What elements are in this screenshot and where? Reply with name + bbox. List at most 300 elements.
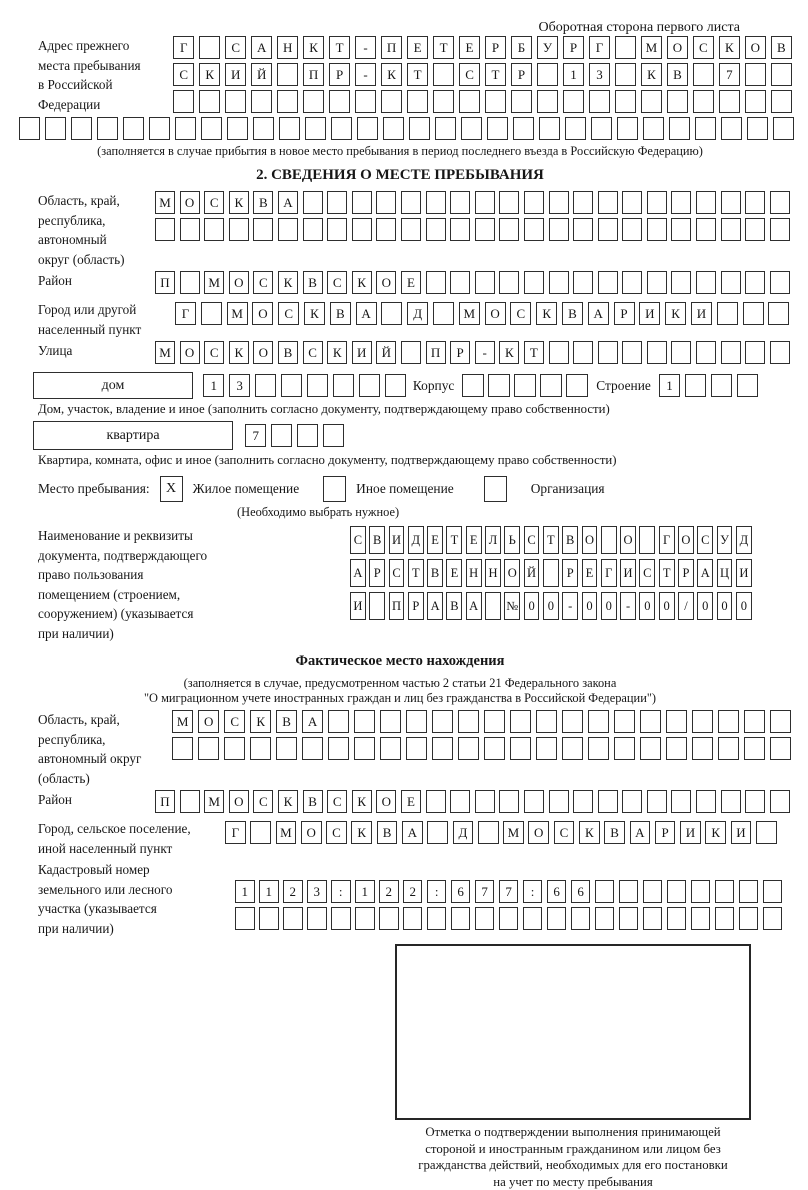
char-box[interactable]: О [582,526,598,554]
char-box[interactable]: В [303,790,323,813]
char-box[interactable] [693,63,714,86]
char-box[interactable] [536,737,557,760]
char-box[interactable] [771,63,792,86]
char-box[interactable]: М [641,36,662,59]
char-box[interactable]: Р [369,559,385,587]
char-box[interactable]: М [227,302,248,325]
char-box[interactable] [277,63,298,86]
char-box[interactable]: Т [485,63,506,86]
char-box[interactable]: Й [251,63,272,86]
char-box[interactable]: И [639,302,660,325]
char-box[interactable]: К [303,36,324,59]
char-box[interactable] [485,90,506,113]
char-box[interactable] [696,271,716,294]
char-box[interactable] [566,374,587,397]
char-box[interactable] [524,191,544,214]
char-box[interactable]: О [376,790,396,813]
char-box[interactable] [352,191,372,214]
char-box[interactable]: 3 [589,63,610,86]
char-box[interactable]: В [446,592,462,620]
char-box[interactable]: 0 [697,592,713,620]
char-box[interactable]: М [459,302,480,325]
char-box[interactable] [510,710,531,733]
char-box[interactable] [614,710,635,733]
char-box[interactable] [715,880,735,903]
char-box[interactable] [743,302,764,325]
char-box[interactable]: О [301,821,322,844]
char-box[interactable]: 6 [547,880,567,903]
char-box[interactable] [478,821,499,844]
char-box[interactable] [667,880,687,903]
char-box[interactable] [639,526,655,554]
char-box[interactable]: О [667,36,688,59]
char-box[interactable] [250,821,271,844]
char-box[interactable]: А [251,36,272,59]
char-box[interactable] [619,907,639,930]
char-box[interactable]: К [536,302,557,325]
char-box[interactable] [562,737,583,760]
char-box[interactable]: П [381,36,402,59]
char-box[interactable] [352,218,372,241]
char-box[interactable] [739,907,759,930]
char-box[interactable]: О [198,710,219,733]
char-box[interactable] [229,218,249,241]
char-box[interactable]: С [389,559,405,587]
char-box[interactable] [745,63,766,86]
char-box[interactable] [696,191,716,214]
char-box[interactable]: С [326,821,347,844]
char-box[interactable] [643,880,663,903]
char-box[interactable] [475,790,495,813]
char-box[interactable] [562,710,583,733]
char-box[interactable]: В [303,271,323,294]
char-box[interactable] [667,907,687,930]
char-box[interactable] [381,302,402,325]
char-box[interactable] [383,117,404,140]
char-box[interactable]: К [229,191,249,214]
char-box[interactable] [671,271,691,294]
char-box[interactable]: Е [407,36,428,59]
char-box[interactable] [643,117,664,140]
char-box[interactable] [432,737,453,760]
char-box[interactable] [622,341,642,364]
char-box[interactable] [488,374,509,397]
char-box[interactable] [329,90,350,113]
char-box[interactable] [401,341,421,364]
char-box[interactable] [514,374,535,397]
char-box[interactable] [303,90,324,113]
char-box[interactable]: К [499,341,519,364]
char-box[interactable] [598,191,618,214]
char-box[interactable] [475,191,495,214]
char-box[interactable]: В [276,710,297,733]
char-box[interactable]: К [352,790,372,813]
char-box[interactable]: В [369,526,385,554]
char-box[interactable]: 1 [259,880,279,903]
char-box[interactable] [756,821,777,844]
char-box[interactable]: 0 [543,592,559,620]
char-box[interactable]: О [229,271,249,294]
char-box[interactable] [770,790,790,813]
char-box[interactable]: Е [427,526,443,554]
char-box[interactable]: А [630,821,651,844]
char-box[interactable] [235,907,255,930]
char-box[interactable] [354,710,375,733]
char-box[interactable]: С [204,191,224,214]
char-box[interactable] [696,218,716,241]
char-box[interactable]: Д [408,526,424,554]
char-box[interactable] [745,191,765,214]
char-box[interactable] [721,117,742,140]
char-box[interactable]: О [485,302,506,325]
char-box[interactable]: П [155,271,175,294]
char-box[interactable] [499,790,519,813]
char-box[interactable] [745,271,765,294]
char-box[interactable] [451,907,471,930]
char-box[interactable] [510,737,531,760]
char-box[interactable] [180,218,200,241]
char-box[interactable]: У [537,36,558,59]
char-box[interactable]: И [225,63,246,86]
char-box[interactable]: 1 [355,880,375,903]
char-box[interactable] [487,117,508,140]
char-box[interactable]: Г [173,36,194,59]
char-box[interactable] [328,710,349,733]
char-box[interactable] [227,117,248,140]
char-box[interactable]: С [639,559,655,587]
char-box[interactable] [149,117,170,140]
char-box[interactable] [433,63,454,86]
char-box[interactable]: 3 [229,374,250,397]
char-box[interactable]: К [250,710,271,733]
char-box[interactable]: - [475,341,495,364]
char-box[interactable] [770,271,790,294]
char-box[interactable] [573,271,593,294]
char-box[interactable]: С [253,790,273,813]
char-box[interactable] [763,880,783,903]
char-box[interactable] [406,710,427,733]
char-box[interactable]: П [155,790,175,813]
char-box[interactable] [302,737,323,760]
char-box[interactable]: П [426,341,446,364]
char-box[interactable] [276,737,297,760]
char-box[interactable]: В [330,302,351,325]
char-box[interactable] [380,710,401,733]
char-box[interactable] [327,191,347,214]
char-box[interactable] [549,191,569,214]
char-box[interactable] [475,218,495,241]
char-box[interactable]: Г [225,821,246,844]
char-box[interactable] [354,737,375,760]
char-box[interactable]: В [562,302,583,325]
char-box[interactable] [385,374,406,397]
char-box[interactable] [615,63,636,86]
char-box[interactable]: С [459,63,480,86]
char-box[interactable] [640,737,661,760]
char-box[interactable] [692,710,713,733]
char-box[interactable]: И [736,559,752,587]
char-box[interactable]: С [224,710,245,733]
char-box[interactable] [123,117,144,140]
char-box[interactable] [426,271,446,294]
char-box[interactable]: В [562,526,578,554]
char-box[interactable] [459,90,480,113]
char-box[interactable] [475,271,495,294]
char-box[interactable]: В [667,63,688,86]
char-box[interactable]: Л [485,526,501,554]
char-box[interactable] [721,271,741,294]
checkbox-inoe[interactable] [323,476,346,502]
char-box[interactable]: 2 [403,880,423,903]
char-box[interactable] [450,218,470,241]
char-box[interactable] [323,424,344,447]
char-box[interactable] [641,90,662,113]
char-box[interactable] [524,218,544,241]
char-box[interactable]: А [356,302,377,325]
char-box[interactable]: - [562,592,578,620]
char-box[interactable] [718,710,739,733]
char-box[interactable] [666,737,687,760]
char-box[interactable]: Е [459,36,480,59]
char-box[interactable] [327,218,347,241]
char-box[interactable] [307,374,328,397]
char-box[interactable] [692,737,713,760]
char-box[interactable] [71,117,92,140]
char-box[interactable]: М [204,790,224,813]
char-box[interactable]: Н [277,36,298,59]
char-box[interactable] [458,710,479,733]
char-box[interactable] [763,907,783,930]
char-box[interactable] [403,907,423,930]
char-box[interactable]: 7 [719,63,740,86]
char-box[interactable]: 6 [571,880,591,903]
char-box[interactable]: Р [450,341,470,364]
char-box[interactable]: С [327,271,347,294]
char-box[interactable] [173,90,194,113]
char-box[interactable]: Т [659,559,675,587]
char-box[interactable]: Г [175,302,196,325]
char-box[interactable]: О [745,36,766,59]
char-box[interactable] [647,341,667,364]
char-box[interactable] [305,117,326,140]
char-box[interactable] [770,341,790,364]
char-box[interactable] [406,737,427,760]
char-box[interactable]: С [327,790,347,813]
char-box[interactable]: А [466,592,482,620]
char-box[interactable] [696,790,716,813]
char-box[interactable] [201,302,222,325]
char-box[interactable] [640,710,661,733]
char-box[interactable]: 2 [379,880,399,903]
char-box[interactable]: Й [524,559,540,587]
char-box[interactable] [381,90,402,113]
char-box[interactable] [251,90,272,113]
char-box[interactable] [537,90,558,113]
char-box[interactable]: 0 [601,592,617,620]
char-box[interactable]: 1 [203,374,224,397]
char-box[interactable]: Т [329,36,350,59]
char-box[interactable]: С [697,526,713,554]
char-box[interactable] [333,374,354,397]
char-box[interactable] [615,36,636,59]
char-box[interactable] [409,117,430,140]
char-box[interactable]: К [229,341,249,364]
char-box[interactable] [695,117,716,140]
char-box[interactable]: А [697,559,713,587]
char-box[interactable] [204,218,224,241]
char-box[interactable] [499,271,519,294]
char-box[interactable]: П [303,63,324,86]
char-box[interactable] [97,117,118,140]
char-box[interactable]: Н [485,559,501,587]
char-box[interactable] [380,737,401,760]
char-box[interactable]: О [180,341,200,364]
char-box[interactable]: М [155,341,175,364]
char-box[interactable]: И [352,341,372,364]
char-box[interactable]: М [204,271,224,294]
char-box[interactable]: Р [408,592,424,620]
char-box[interactable]: С [693,36,714,59]
char-box[interactable]: К [641,63,662,86]
char-box[interactable] [647,790,667,813]
char-box[interactable]: 0 [639,592,655,620]
char-box[interactable] [201,117,222,140]
char-box[interactable] [224,737,245,760]
char-box[interactable] [199,90,220,113]
char-box[interactable] [328,737,349,760]
char-box[interactable] [744,710,765,733]
char-box[interactable] [357,117,378,140]
char-box[interactable]: О [252,302,273,325]
char-box[interactable] [331,117,352,140]
char-box[interactable] [540,374,561,397]
char-box[interactable]: П [389,592,405,620]
char-box[interactable]: Ц [717,559,733,587]
char-box[interactable] [622,271,642,294]
char-box[interactable] [614,737,635,760]
char-box[interactable]: Р [485,36,506,59]
char-box[interactable]: А [302,710,323,733]
char-box[interactable] [691,880,711,903]
char-box[interactable]: И [620,559,636,587]
char-box[interactable]: Г [601,559,617,587]
char-box[interactable]: Е [401,790,421,813]
char-box[interactable] [565,117,586,140]
char-box[interactable] [450,790,470,813]
char-box[interactable] [771,90,792,113]
char-box[interactable] [571,907,591,930]
char-box[interactable] [615,90,636,113]
char-box[interactable] [401,218,421,241]
char-box[interactable]: И [389,526,405,554]
char-box[interactable]: М [155,191,175,214]
char-box[interactable] [598,790,618,813]
char-box[interactable] [458,737,479,760]
char-box[interactable] [499,218,519,241]
char-box[interactable] [407,90,428,113]
char-box[interactable] [573,790,593,813]
char-box[interactable] [718,737,739,760]
char-box[interactable] [250,737,271,760]
char-box[interactable]: Р [329,63,350,86]
char-box[interactable] [376,218,396,241]
char-box[interactable] [770,737,791,760]
char-box[interactable] [427,907,447,930]
char-box[interactable] [549,341,569,364]
char-box[interactable] [155,218,175,241]
char-box[interactable]: Р [562,559,578,587]
char-box[interactable]: У [717,526,733,554]
char-box[interactable] [539,117,560,140]
char-box[interactable] [667,90,688,113]
char-box[interactable]: В [278,341,298,364]
char-box[interactable]: М [276,821,297,844]
char-box[interactable] [450,191,470,214]
char-box[interactable]: Е [582,559,598,587]
char-box[interactable] [432,710,453,733]
char-box[interactable]: : [523,880,543,903]
checkbox-zhiloe[interactable]: X [160,476,183,502]
char-box[interactable] [685,374,706,397]
char-box[interactable]: Р [678,559,694,587]
char-box[interactable] [715,907,735,930]
char-box[interactable]: К [199,63,220,86]
char-box[interactable]: № [504,592,520,620]
char-box[interactable]: К [351,821,372,844]
char-box[interactable] [307,907,327,930]
char-box[interactable] [303,191,323,214]
char-box[interactable]: 0 [524,592,540,620]
char-box[interactable] [537,63,558,86]
char-box[interactable]: В [253,191,273,214]
char-box[interactable] [524,790,544,813]
char-box[interactable] [297,424,318,447]
char-box[interactable] [376,191,396,214]
char-box[interactable]: С [524,526,540,554]
char-box[interactable]: С [278,302,299,325]
char-box[interactable] [401,191,421,214]
char-box[interactable] [598,218,618,241]
char-box[interactable] [647,191,667,214]
char-box[interactable] [669,117,690,140]
char-box[interactable]: О [620,526,636,554]
char-box[interactable] [279,117,300,140]
char-box[interactable] [601,526,617,554]
char-box[interactable] [563,90,584,113]
char-box[interactable] [737,374,758,397]
char-box[interactable]: Т [407,63,428,86]
char-box[interactable] [524,271,544,294]
char-box[interactable]: О [180,191,200,214]
char-box[interactable]: Т [408,559,424,587]
char-box[interactable] [573,218,593,241]
char-box[interactable] [721,218,741,241]
char-box[interactable]: С [204,341,224,364]
char-box[interactable] [281,374,302,397]
char-box[interactable]: Р [563,36,584,59]
char-box[interactable] [745,90,766,113]
char-box[interactable] [172,737,193,760]
char-box[interactable]: О [678,526,694,554]
char-box[interactable]: О [504,559,520,587]
char-box[interactable] [225,90,246,113]
char-box[interactable] [462,374,483,397]
char-box[interactable] [435,117,456,140]
char-box[interactable]: К [327,341,347,364]
char-box[interactable] [511,90,532,113]
char-box[interactable] [426,191,446,214]
char-box[interactable] [355,90,376,113]
